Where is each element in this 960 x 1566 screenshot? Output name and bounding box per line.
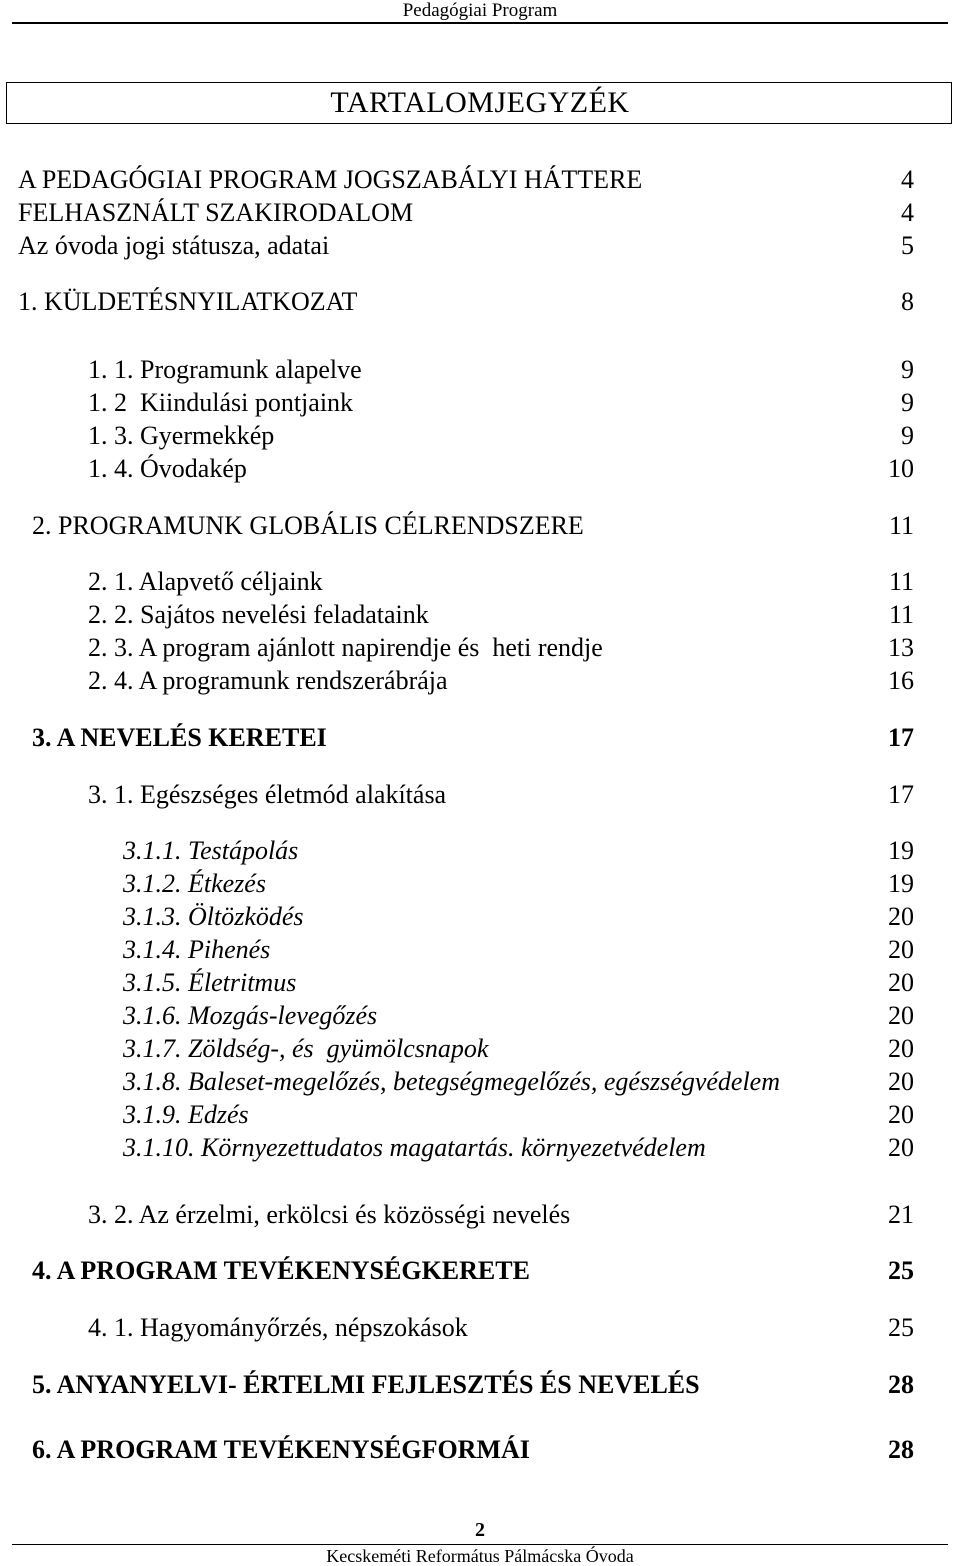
- toc-entry-page: 17: [888, 723, 914, 752]
- toc-entry[interactable]: [0, 1255, 960, 1287]
- toc-entry-page: 10: [888, 454, 914, 483]
- toc-entry-label: 3.1.7. Zöldség-, és gyümölcsnapok: [123, 1034, 489, 1063]
- toc-entry-page: 19: [888, 869, 914, 898]
- running-header: Pedagógiai Program: [402, 0, 558, 21]
- header-divider: [12, 22, 948, 24]
- toc-entry-page: 11: [888, 600, 914, 629]
- toc-entry-page: 17: [888, 780, 914, 809]
- toc-entry-page: 20: [888, 1001, 914, 1030]
- toc-entry[interactable]: [0, 1132, 960, 1164]
- toc-entry-page: 25: [888, 1256, 914, 1285]
- toc-entry[interactable]: [0, 901, 960, 933]
- toc-entry-page: 25: [888, 1313, 914, 1342]
- toc-entry-label: 3.1.6. Mozgás-levegőzés: [123, 1001, 378, 1030]
- footer-institution: Kecskeméti Református Pálmácska Óvoda: [326, 1546, 634, 1566]
- page-number: 2: [475, 1519, 485, 1541]
- toc-entry[interactable]: [0, 354, 960, 386]
- toc-entry-page: 20: [888, 1133, 914, 1162]
- toc-entry[interactable]: [0, 453, 960, 485]
- toc-entry-label: 2. 1. Alapvető céljaink: [88, 567, 323, 596]
- toc-entry-label: 1. 3. Gyermekkép: [88, 421, 275, 450]
- toc-entry-label: FELHASZNÁLT SZAKIRODALOM: [18, 198, 414, 227]
- toc-entry-label: 3.1.1. Testápolás: [123, 836, 299, 865]
- toc-entry-label: 3. A NEVELÉS KERETEI: [32, 723, 327, 752]
- toc-entry-page: 20: [888, 935, 914, 964]
- toc-entry-page: 11: [888, 511, 914, 540]
- toc-entry-page: 8: [901, 287, 914, 316]
- toc-entry[interactable]: [0, 665, 960, 697]
- toc-entry[interactable]: [0, 286, 960, 318]
- toc-entry[interactable]: [0, 722, 960, 754]
- toc-entry[interactable]: [0, 1000, 960, 1032]
- toc-entry[interactable]: [0, 967, 960, 999]
- toc-entry[interactable]: [0, 1434, 960, 1466]
- toc-entry[interactable]: [0, 1033, 960, 1065]
- toc-entry-page: 28: [888, 1370, 914, 1399]
- toc-entry-page: 19: [888, 836, 914, 865]
- toc-entry-label: 3.1.10. Környezettudatos magatartás. környezetvédelem: [123, 1133, 706, 1162]
- toc-entry-page: 13: [888, 633, 914, 662]
- toc-entry[interactable]: [0, 1199, 960, 1231]
- toc-entry-page: 9: [901, 355, 914, 384]
- toc-entry[interactable]: [0, 510, 960, 542]
- toc-entry[interactable]: [0, 230, 960, 262]
- toc-entry[interactable]: [0, 1099, 960, 1131]
- toc-entry-label: 6. A PROGRAM TEVÉKENYSÉGFORMÁI: [32, 1435, 530, 1464]
- toc-entry-label: 3.1.5. Életritmus: [123, 968, 297, 997]
- toc-title: TARTALOMJEGYZÉK: [330, 86, 630, 119]
- toc-entry-page: 4: [901, 165, 914, 194]
- toc-entry-page: 20: [888, 1067, 914, 1096]
- toc-entry[interactable]: [0, 197, 960, 229]
- toc-entry-page: 5: [901, 231, 914, 260]
- toc-entry-label: 5. ANYANYELVI- ÉRTELMI FEJLESZTÉS ÉS NEVELÉS: [32, 1370, 700, 1399]
- toc-entry-label: 2. 3. A program ajánlott napirendje és heti rendje: [88, 633, 603, 662]
- toc-entry[interactable]: [0, 164, 960, 196]
- toc-entry-label: 3.1.9. Edzés: [123, 1100, 249, 1129]
- toc-entry-label: 3.1.3. Öltözködés: [123, 902, 304, 931]
- toc-entry-label: 1. KÜLDETÉSNYILATKOZAT: [18, 287, 358, 316]
- toc-entry-label: 3. 2. Az érzelmi, erkölcsi és közösségi nevelés: [88, 1200, 571, 1229]
- toc-entry[interactable]: [0, 1312, 960, 1344]
- toc-entry-label: 3.1.2. Étkezés: [123, 869, 266, 898]
- toc-entry-label: 2. 4. A programunk rendszerábrája: [88, 666, 448, 695]
- toc-entry-label: 1. 4. Óvodakép: [88, 454, 247, 483]
- toc-entry-label: 1. 2 Kiindulási pontjaink: [88, 388, 354, 417]
- toc-entry[interactable]: [0, 420, 960, 452]
- toc-entry-label: 2. 2. Sajátos nevelési feladataink: [88, 600, 429, 629]
- toc-entry-page: 20: [888, 902, 914, 931]
- toc-entry-page: 20: [888, 1100, 914, 1129]
- toc-entry[interactable]: [0, 566, 960, 598]
- toc-entry-label: 4. 1. Hagyományőrzés, népszokások: [88, 1313, 468, 1342]
- toc-entry-label: 3.1.4. Pihenés: [123, 935, 271, 964]
- toc-entry-page: 4: [901, 198, 914, 227]
- toc-entry[interactable]: [0, 387, 960, 419]
- toc-entry-label: A PEDAGÓGIAI PROGRAM JOGSZABÁLYI HÁTTERE: [18, 165, 643, 194]
- toc-entry-label: Az óvoda jogi státusza, adatai: [18, 231, 330, 260]
- toc-entry-label: 3. 1. Egészséges életmód alakítása: [88, 780, 447, 809]
- toc-entry[interactable]: [0, 934, 960, 966]
- toc-entry-page: 11: [888, 567, 914, 596]
- toc-entry[interactable]: [0, 779, 960, 811]
- footer-divider: [12, 1544, 948, 1545]
- toc-entry[interactable]: [0, 868, 960, 900]
- toc-entry-page: 9: [901, 388, 914, 417]
- toc-entry-label: 2. PROGRAMUNK GLOBÁLIS CÉLRENDSZERE: [32, 511, 584, 540]
- toc-entry-page: 16: [888, 666, 914, 695]
- toc-entry-page: 20: [888, 1034, 914, 1063]
- toc-entry[interactable]: [0, 835, 960, 867]
- toc-entry[interactable]: [0, 599, 960, 631]
- toc-entry-page: 21: [888, 1200, 914, 1229]
- toc-entry[interactable]: [0, 1066, 960, 1098]
- toc-entry-page: 20: [888, 968, 914, 997]
- toc-entry-label: 4. A PROGRAM TEVÉKENYSÉGKERETE: [32, 1256, 530, 1285]
- toc-entry[interactable]: [0, 1369, 960, 1401]
- toc-entry-page: 9: [901, 421, 914, 450]
- toc-entry[interactable]: [0, 632, 960, 664]
- toc-entry-page: 28: [888, 1435, 914, 1464]
- toc-entry-label: 1. 1. Programunk alapelve: [88, 355, 362, 384]
- toc-entry-label: 3.1.8. Baleset-megelőzés, betegségmegelőzés, egészségvédelem: [123, 1067, 780, 1096]
